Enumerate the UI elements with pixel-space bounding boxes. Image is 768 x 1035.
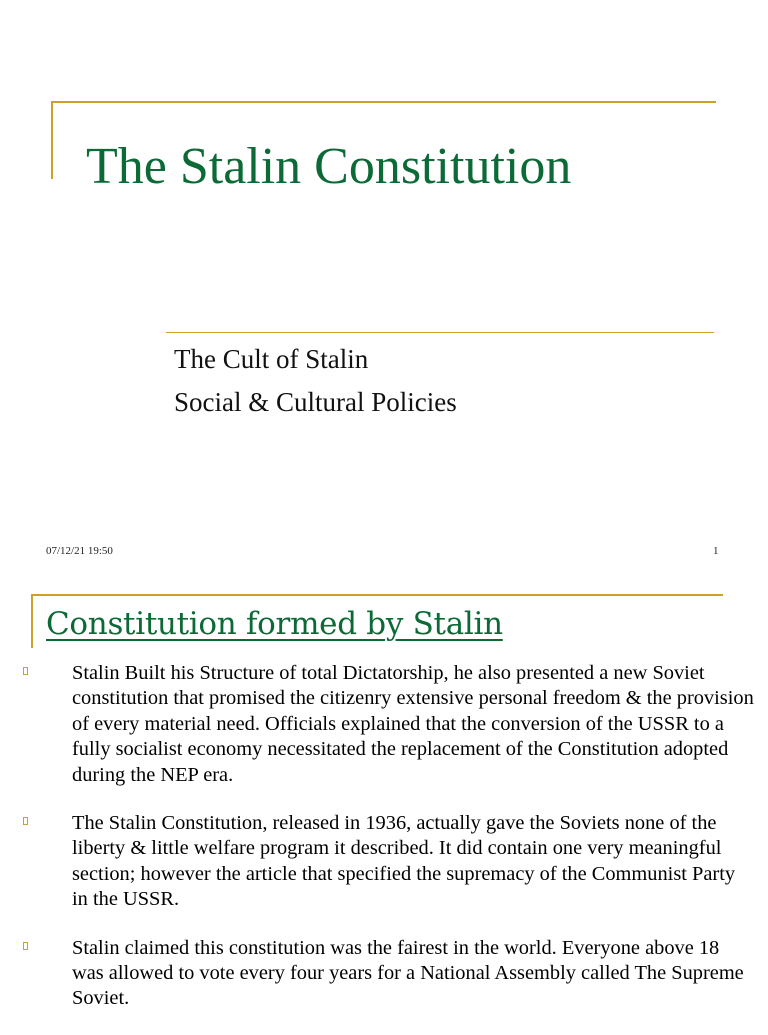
slide-page-number: 1 [713, 545, 719, 557]
bullet-icon [23, 942, 28, 950]
title-top-rule [51, 101, 716, 103]
content-left-rule [31, 594, 33, 648]
subtitle-line: The Cult of Stalin [174, 344, 369, 374]
subtitle-rule [166, 332, 714, 333]
bullet-text: Stalin Built his Structure of total Dictatorship, he also presented a new Soviet constitution that promised the citizenry extensive personal freedom & the provision of every material need. Officials explained that the conversion of the USSR to a fully socialist economy necessitated the replacement of the Constitution adopted during the NEP era. [72, 662, 754, 786]
slide-title: The Stalin Constitution [86, 138, 572, 195]
subtitle-block [174, 338, 457, 424]
slide-date: 07/12/21 19:50 [46, 545, 113, 557]
bullet-list [0, 661, 768, 1035]
slide-heading: Constitution formed by Stalin [46, 606, 503, 642]
bullet-text: The Stalin Constitution, released in 1936, actually gave the Soviets none of the liberty & little welfare program it described. It did contain one very meaningful section; however the article that specified the supremacy of the Communist Party in the USSR. [72, 812, 736, 911]
bullet-text: Stalin claimed this constitution was the fairest in the world. Everyone above 18 was allowed to vote every four years for a National Assembly called The Supreme Soviet. [72, 936, 744, 1010]
subtitle-line: Social & Cultural Policies [174, 387, 457, 417]
content-slide [0, 576, 768, 1024]
list-item [0, 661, 768, 788]
title-left-rule [51, 101, 53, 179]
content-top-rule [31, 594, 723, 596]
list-item [0, 936, 768, 1012]
bullet-icon [23, 667, 28, 675]
list-item [0, 811, 768, 913]
bullet-icon [23, 817, 28, 825]
